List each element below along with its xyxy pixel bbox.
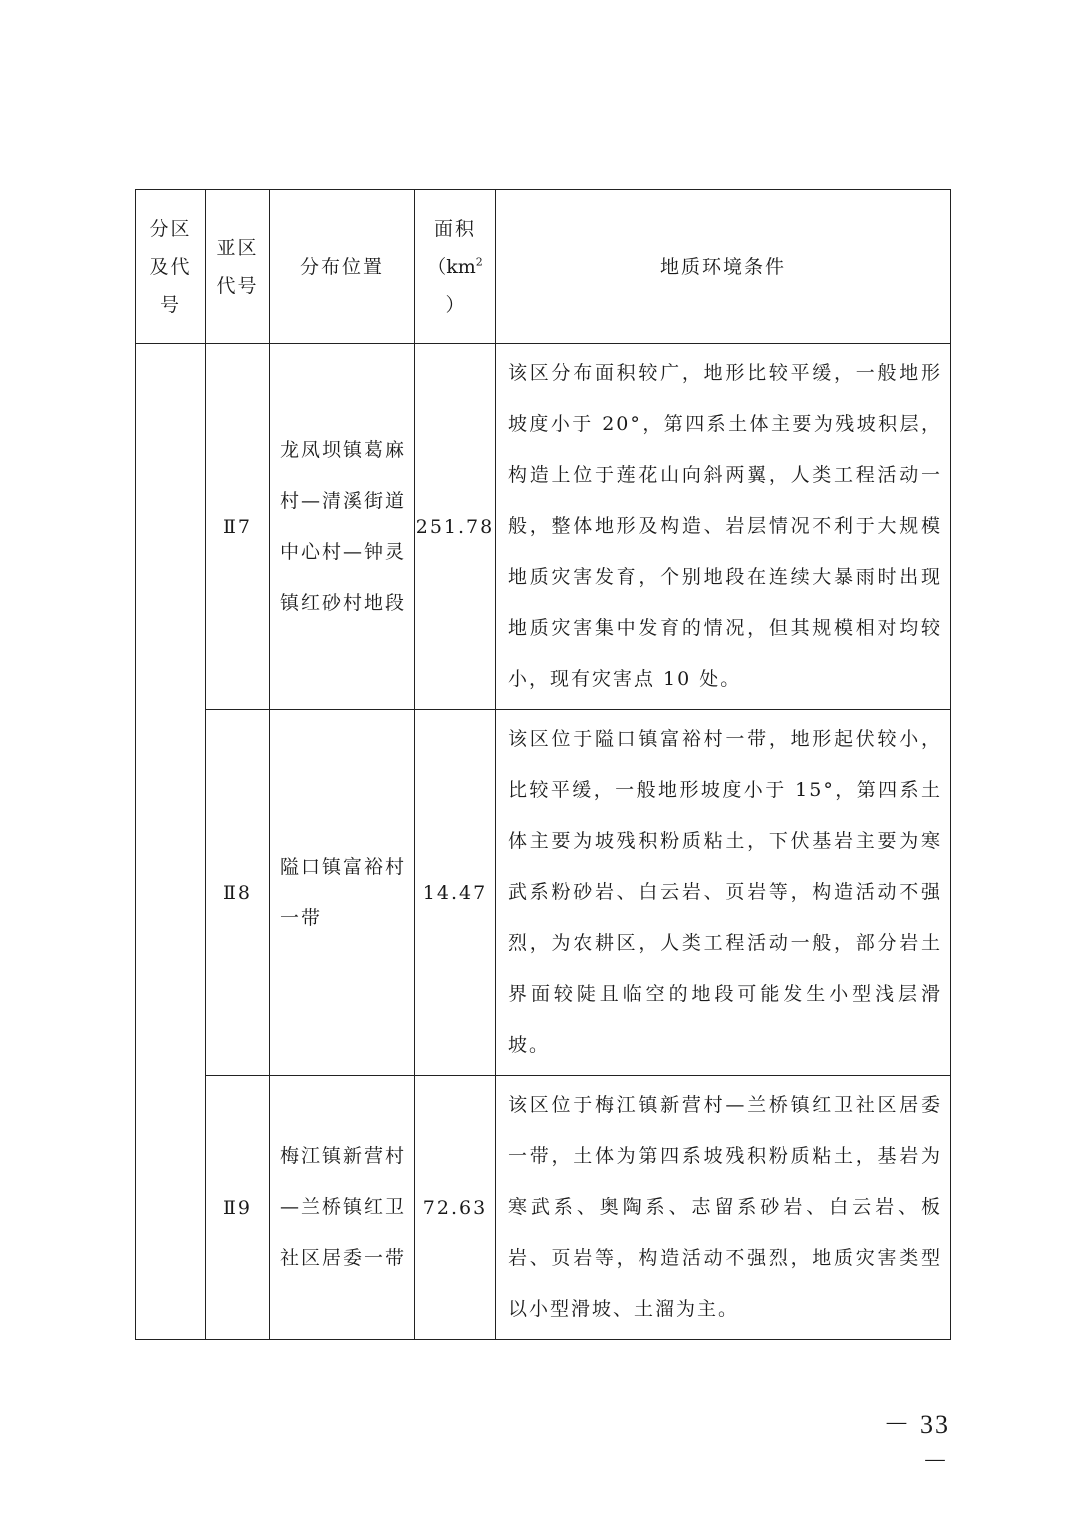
- header-zone-code: 分区 及代 号: [136, 190, 206, 344]
- location-cell: 隘口镇富裕村一带: [270, 710, 415, 1076]
- table-row: [136, 710, 951, 1076]
- table-row: [136, 344, 951, 710]
- conditions-cell: 该区位于梅江镇新营村—兰桥镇红卫社区居委一带，土体为第四系坡残积粉质粘土，基岩为寒武系、奥陶系、志留系砂岩、白云岩、板岩、页岩等，构造活动不强烈，地质灾害类型以小型滑坡、土溜为主。: [496, 1076, 951, 1340]
- geology-zone-table: [135, 189, 951, 1340]
- area-cell: 72.63: [415, 1076, 496, 1340]
- page-number: － 33 －: [883, 1410, 950, 1476]
- header-conditions: 地质环境条件: [496, 190, 951, 344]
- location-cell: 梅江镇新营村—兰桥镇红卫社区居委一带: [270, 1076, 415, 1340]
- subzone-code: Ⅱ7: [206, 344, 270, 710]
- header-area: 面积 （$km^2$ ）: [415, 190, 496, 344]
- table-row: [136, 1076, 951, 1340]
- area-cell: 14.47: [415, 710, 496, 1076]
- conditions-cell: 该区分布面积较广，地形比较平缓，一般地形坡度小于 20°，第四系土体主要为残坡积层，构造上位于莲花山向斜两翼，人类工程活动一般，整体地形及构造、岩层情况不利于大规模地质灾害发育，个别地段在连续大暴雨时出现地质灾害集中发育的情况，但其规模相对均较小，现有灾害点 10 处。: [496, 344, 951, 710]
- conditions-cell: 该区位于隘口镇富裕村一带，地形起伏较小，比较平缓，一般地形坡度小于 15°，第四系土体主要为坡残积粉质粘土，下伏基岩主要为寒武系粉砂岩、白云岩、页岩等，构造活动不强烈，为农耕区，人类工程活动一般，部分岩土界面较陡且临空的地段可能发生小型浅层滑坡。: [496, 710, 951, 1076]
- subzone-code: Ⅱ9: [206, 1076, 270, 1340]
- header-location: 分布位置: [270, 190, 415, 344]
- location-cell: 龙凤坝镇葛麻村—清溪街道中心村—钟灵镇红砂村地段: [270, 344, 415, 710]
- header-row: [136, 190, 951, 344]
- subzone-code: Ⅱ8: [206, 710, 270, 1076]
- area-cell: 251.78: [415, 344, 496, 710]
- header-subzone-code: 亚区 代号: [206, 190, 270, 344]
- zone-code-cell: [136, 344, 206, 1340]
